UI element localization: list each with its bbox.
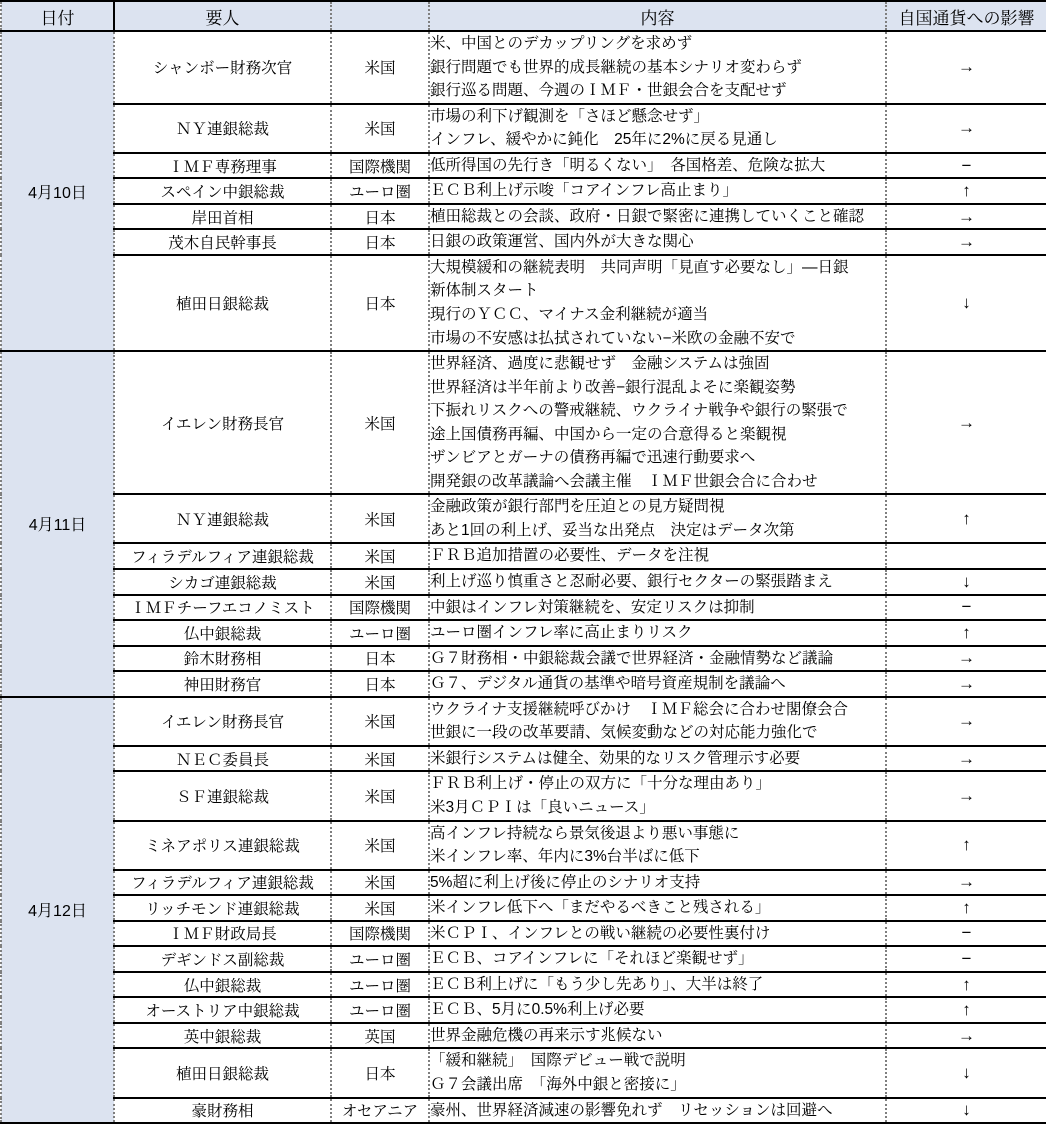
impact-cell: → xyxy=(886,697,1046,746)
content-line: 金融政策が銀行部門を圧迫との見方疑問視 xyxy=(430,498,725,516)
region-cell: 米国 xyxy=(331,104,429,153)
impact-cell: − xyxy=(886,153,1046,179)
table-row xyxy=(1,746,1046,772)
impact-cell: → xyxy=(886,31,1046,104)
column-header-date: 日付 xyxy=(1,1,114,31)
table-row xyxy=(1,646,1046,672)
region-cell: 日本 xyxy=(331,1048,429,1097)
content-line: 世界経済、過度に悲観せず 金融システムは強固 xyxy=(430,355,770,373)
impact-cell: ↓ xyxy=(886,1098,1046,1124)
table-row xyxy=(1,229,1046,255)
content-cell xyxy=(429,255,886,351)
region-cell: 日本 xyxy=(331,255,429,351)
content-cell xyxy=(429,972,886,998)
content-cell xyxy=(429,31,886,104)
content-cell xyxy=(429,543,886,569)
impact-cell: → xyxy=(886,1023,1046,1049)
date-group-cell: 4月11日 xyxy=(1,351,114,697)
region-cell: 国際機関 xyxy=(331,153,429,179)
person-cell: ＩＭＦ専務理事 xyxy=(114,153,331,179)
region-cell: 米国 xyxy=(331,746,429,772)
content-line: 米、中国とのデカップリングを求めず xyxy=(430,35,693,52)
content-line: ＦＲＢ利上げ・停止の双方に「十分な理由あり」 xyxy=(430,775,772,793)
content-cell xyxy=(429,946,886,972)
column-header-impact: 自国通貨への影響 xyxy=(886,1,1046,31)
region-cell: 米国 xyxy=(331,351,429,494)
content-line: Ｇ７財務相・中銀総裁会議で世界経済・金融情勢など議論 xyxy=(430,649,834,667)
impact-cell: → xyxy=(886,229,1046,255)
content-line: 豪州、世界経済減速の影響免れず リセッションは回避へ xyxy=(430,1101,833,1119)
person-cell: 鈴木財務相 xyxy=(114,646,331,672)
content-cell xyxy=(429,895,886,921)
region-cell: 米国 xyxy=(331,870,429,896)
content-line: 銀行巡る問題、今週のＩＭＦ・世銀会合を支配せず xyxy=(430,82,787,100)
person-cell: ＮＹ連銀総裁 xyxy=(114,104,331,153)
person-cell: 仏中銀総裁 xyxy=(114,972,331,998)
content-line: 市場の利下げ観測を「さほど懸念せず」 xyxy=(430,107,710,125)
content-cell xyxy=(429,620,886,646)
content-line: 世界経済は半年前より改善−銀行混乱よそに楽観姿勢 xyxy=(430,378,796,396)
region-cell: 国際機関 xyxy=(331,595,429,621)
impact-cell xyxy=(886,543,1046,569)
impact-cell: ↓ xyxy=(886,569,1046,595)
region-cell: ユーロ圏 xyxy=(331,946,429,972)
region-cell: ユーロ圏 xyxy=(331,178,429,204)
table-row xyxy=(1,494,1046,543)
table-row xyxy=(1,543,1046,569)
content-cell xyxy=(429,646,886,672)
impact-cell: ↑ xyxy=(886,972,1046,998)
content-line: 世銀に一段の改革要請、気候変動などの対応能力強化で xyxy=(430,724,818,742)
content-line: 銀行問題でも世界的成長継続の基本シナリオ変わらず xyxy=(430,58,802,76)
date-group-cell: 4月12日 xyxy=(1,697,114,1123)
impact-cell: → xyxy=(886,351,1046,494)
content-cell xyxy=(429,595,886,621)
content-line: ＥＣＢ、5月に0.5%利上げ必要 xyxy=(430,1001,645,1019)
content-cell xyxy=(429,1023,886,1049)
content-cell xyxy=(429,921,886,947)
table-row xyxy=(1,595,1046,621)
content-cell xyxy=(429,351,886,494)
table-row xyxy=(1,697,1046,746)
column-header-region xyxy=(331,1,429,31)
person-cell: 豪財務相 xyxy=(114,1098,331,1124)
impact-cell: ↑ xyxy=(886,895,1046,921)
region-cell: ユーロ圏 xyxy=(331,997,429,1023)
table-row xyxy=(1,997,1046,1023)
impact-cell: → xyxy=(886,746,1046,772)
region-cell: 米国 xyxy=(331,569,429,595)
region-cell: 米国 xyxy=(331,771,429,820)
impact-cell: ↓ xyxy=(886,1048,1046,1097)
content-line: 途上国債務再編、中国から一定の合意得ると楽観視 xyxy=(430,425,787,443)
content-line: 5%超に利上げ後に停止のシナリオ支持 xyxy=(430,873,701,891)
content-cell xyxy=(429,1098,886,1124)
region-cell: 英国 xyxy=(331,1023,429,1049)
region-cell: 米国 xyxy=(331,494,429,543)
content-cell xyxy=(429,997,886,1023)
region-cell: 日本 xyxy=(331,671,429,697)
impact-cell: → xyxy=(886,870,1046,896)
person-cell: 英中銀総裁 xyxy=(114,1023,331,1049)
date-group-cell: 4月10日 xyxy=(1,31,114,351)
impact-cell: − xyxy=(886,921,1046,947)
person-cell: 植田日銀総裁 xyxy=(114,1048,331,1097)
person-cell: 茂木自民幹事長 xyxy=(114,229,331,255)
impact-cell: → xyxy=(886,204,1046,230)
content-cell xyxy=(429,697,886,746)
content-line: 市場の不安感は払拭されていない−米欧の金融不安で xyxy=(430,329,796,347)
person-cell: スペイン中銀総裁 xyxy=(114,178,331,204)
content-cell xyxy=(429,569,886,595)
content-line: 世界金融危機の再来示す兆候ない xyxy=(430,1026,663,1044)
person-cell: ＳＦ連銀総裁 xyxy=(114,771,331,820)
person-cell: デギンドス副総裁 xyxy=(114,946,331,972)
table-row xyxy=(1,31,1046,104)
content-cell xyxy=(429,821,886,870)
person-cell: フィラデルフィア連銀総裁 xyxy=(114,870,331,896)
content-line: Ｇ７、デジタル通貨の基準や暗号資産規制を議論へ xyxy=(430,675,786,693)
table-row xyxy=(1,204,1046,230)
region-cell: 日本 xyxy=(331,204,429,230)
table-row xyxy=(1,921,1046,947)
column-header-person: 要人 xyxy=(114,1,331,31)
table-row xyxy=(1,178,1046,204)
content-line: ウクライナ支援継続呼びかけ ＩＭＦ総会に合わせ閣僚会合 xyxy=(430,700,849,718)
region-cell: 米国 xyxy=(331,697,429,746)
region-cell: ユーロ圏 xyxy=(331,620,429,646)
content-line: 下振れリスクへの警戒継続、ウクライナ戦争や銀行の緊張で xyxy=(430,402,848,420)
content-line: 新体制スタート xyxy=(430,282,539,300)
table-row xyxy=(1,153,1046,179)
content-cell xyxy=(429,771,886,820)
table-header-row xyxy=(1,1,1046,31)
table-row xyxy=(1,821,1046,870)
table-row xyxy=(1,972,1046,998)
content-line: ＥＣＢ利上げに「もう少し先あり」、大半は終了 xyxy=(430,975,764,993)
content-line: ＦＲＢ追加措置の必要性、データを注視 xyxy=(430,547,710,565)
content-line: ザンビアとガーナの債務再編で迅速行動要求へ xyxy=(430,449,756,467)
table-row xyxy=(1,1023,1046,1049)
impact-cell: → xyxy=(886,646,1046,672)
impact-cell: ↑ xyxy=(886,494,1046,543)
table-row xyxy=(1,255,1046,351)
region-cell: 米国 xyxy=(331,543,429,569)
impact-cell: ↓ xyxy=(886,255,1046,351)
table-row xyxy=(1,620,1046,646)
impact-cell: ↑ xyxy=(886,620,1046,646)
content-line: 米3月ＣＰＩは「良いニュース」 xyxy=(430,798,655,816)
person-cell: イエレン財務長官 xyxy=(114,351,331,494)
person-cell: シャンボー財務次官 xyxy=(114,31,331,104)
column-header-content: 内容 xyxy=(429,1,886,31)
person-cell: オーストリア中銀総裁 xyxy=(114,997,331,1023)
region-cell: ユーロ圏 xyxy=(331,972,429,998)
impact-cell: → xyxy=(886,671,1046,697)
content-line: ＥＣＢ、コアインフレに「それほど楽観せず」 xyxy=(430,950,754,968)
content-cell xyxy=(429,870,886,896)
table-row xyxy=(1,946,1046,972)
impact-cell: ↑ xyxy=(886,997,1046,1023)
region-cell: 米国 xyxy=(331,31,429,104)
impact-cell: ↑ xyxy=(886,178,1046,204)
content-line: ＥＣＢ利上げ示唆「コアインフレ高止まり」 xyxy=(430,182,738,200)
person-cell: リッチモンド連銀総裁 xyxy=(114,895,331,921)
impact-cell: ↑ xyxy=(886,821,1046,870)
content-cell xyxy=(429,671,886,697)
impact-cell: − xyxy=(886,595,1046,621)
table-row xyxy=(1,895,1046,921)
content-cell xyxy=(429,494,886,543)
impact-cell: − xyxy=(886,946,1046,972)
table-row xyxy=(1,569,1046,595)
content-cell xyxy=(429,178,886,204)
table-row xyxy=(1,671,1046,697)
content-line: 米インフレ率、年内に3%台半ばに低下 xyxy=(430,848,700,866)
content-line: Ｇ７会議出席 「海外中銀と密接に」 xyxy=(430,1075,686,1093)
content-line: 低所得国の先行き「明るくない」 各国格差、危険な拡大 xyxy=(430,156,826,174)
impact-cell: → xyxy=(886,771,1046,820)
person-cell: 神田財務官 xyxy=(114,671,331,697)
content-line: 米ＣＰＩ、インフレとの戦い継続の必要性裏付け xyxy=(430,924,771,942)
impact-cell: → xyxy=(886,104,1046,153)
person-cell: 植田日銀総裁 xyxy=(114,255,331,351)
content-line: 日銀の政策運営、国内外が大きな関心 xyxy=(430,233,694,251)
region-cell: 日本 xyxy=(331,229,429,255)
content-line: ユーロ圏インフレ率に高止まりリスク xyxy=(430,624,693,642)
person-cell: ＮＥＣ委員長 xyxy=(114,746,331,772)
table-row xyxy=(1,1098,1046,1124)
content-line: 米銀行システムは健全、効果的なリスク管理示す必要 xyxy=(430,749,801,767)
person-cell: ＩＭＦチーフエコノミスト xyxy=(114,595,331,621)
content-line: 開発銀の改革議論へ会議主催 ＩＭＦ世銀会合に合わせ xyxy=(430,472,818,490)
content-line: 「緩和継続」 国際デビュー戦で説明 xyxy=(430,1052,686,1070)
content-cell xyxy=(429,153,886,179)
content-cell xyxy=(429,229,886,255)
content-cell xyxy=(429,104,886,153)
content-line: 大規模緩和の継続表明 共同声明「見直す必要なし」―日銀 xyxy=(430,258,849,276)
person-cell: 岸田首相 xyxy=(114,204,331,230)
content-line: あと1回の利上げ、妥当な出発点 決定はデータ次第 xyxy=(430,521,795,539)
region-cell: オセアニア xyxy=(331,1098,429,1124)
person-cell: ＩＭＦ財政局長 xyxy=(114,921,331,947)
content-line: 利上げ巡り慎重さと忍耐必要、銀行セクターの緊張踏まえ xyxy=(430,573,833,591)
table-row xyxy=(1,870,1046,896)
region-cell: 国際機関 xyxy=(331,921,429,947)
content-line: 植田総裁との会談、政府・日銀で緊密に連携していくこと確認 xyxy=(430,207,865,225)
person-cell: イエレン財務長官 xyxy=(114,697,331,746)
person-cell: 仏中銀総裁 xyxy=(114,620,331,646)
content-line: 高インフレ持続なら景気後退より悪い事態に xyxy=(430,824,740,842)
content-cell xyxy=(429,204,886,230)
content-line: 米インフレ低下へ「まだやるべきこと残される」 xyxy=(430,899,771,917)
content-line: 現行のＹＣＣ、マイナス金利継続が適当 xyxy=(430,306,709,324)
person-cell: シカゴ連銀総裁 xyxy=(114,569,331,595)
content-cell xyxy=(429,1048,886,1097)
content-cell xyxy=(429,746,886,772)
content-line: インフレ、緩やかに鈍化 25年に2%に戻る見通し xyxy=(430,131,778,149)
table-row xyxy=(1,771,1046,820)
content-line: 中銀はインフレ対策継続を、安定リスクは抑制 xyxy=(430,598,755,616)
person-cell: フィラデルフィア連銀総裁 xyxy=(114,543,331,569)
person-cell: ＮＹ連銀総裁 xyxy=(114,494,331,543)
table-row xyxy=(1,104,1046,153)
region-cell: 米国 xyxy=(331,895,429,921)
region-cell: 日本 xyxy=(331,646,429,672)
table-row xyxy=(1,1048,1046,1097)
region-cell: 米国 xyxy=(331,821,429,870)
person-cell: ミネアポリス連銀総裁 xyxy=(114,821,331,870)
table-row xyxy=(1,351,1046,494)
